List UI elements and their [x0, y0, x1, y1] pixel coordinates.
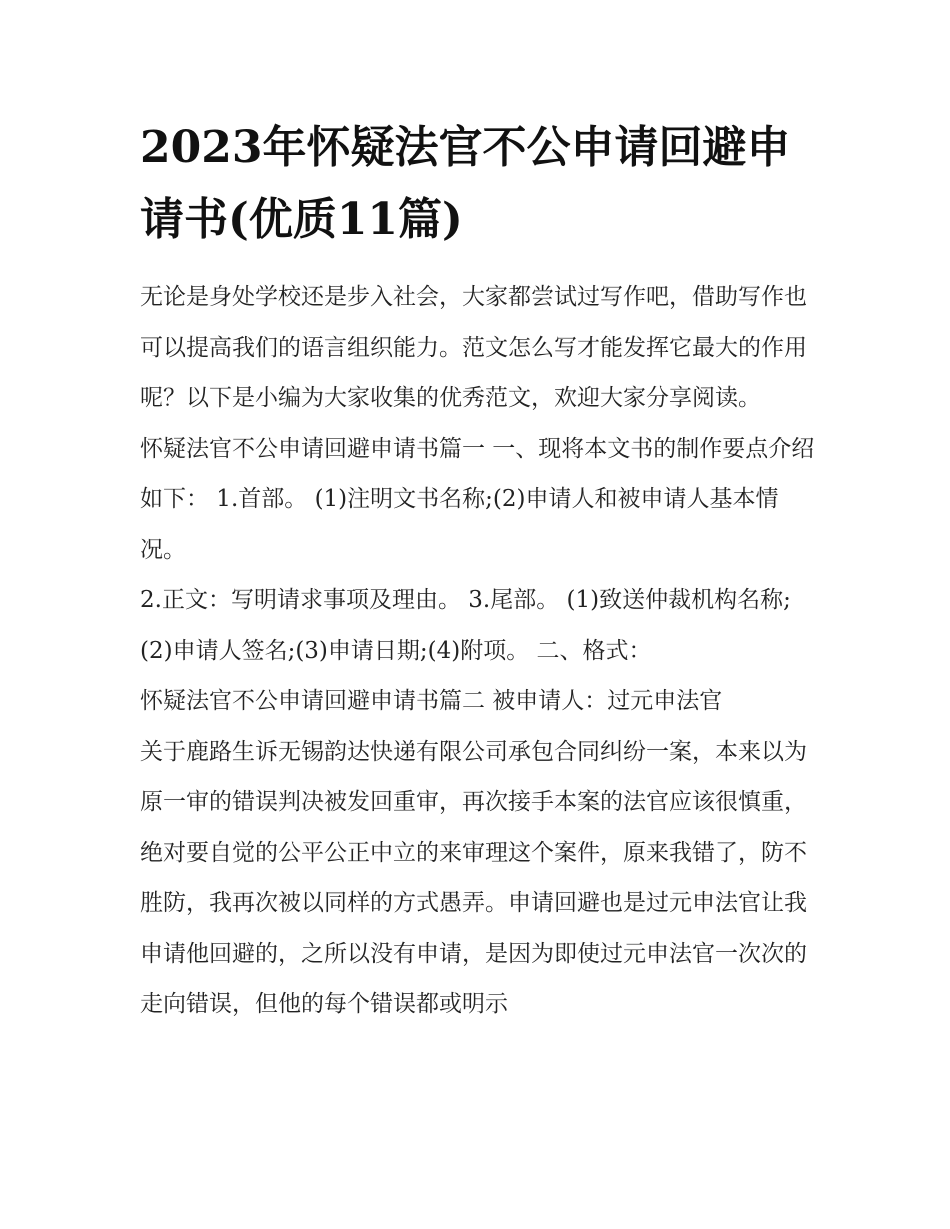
body-and-tail-paragraph: 2.正文：写明请求事项及理由。 3.尾部。 (1)致送仲裁机构名称;(2)申请人签名;(3)申请日期;(4)附项。 二、格式：	[140, 587, 791, 664]
case-description-paragraph: 关于鹿路生诉无锡韵达快递有限公司承包合同纠纷一案，本来以为原一审的错误判决被发回重审，再次接手本案的法官应该很慎重，绝对要自觉的公平公正中立的来审理这个案件，原来我错了，防不胜防，我再次被以同样的方式愚弄。申请回避也是过元申法官让我申请他回避的，之所以没有申请，是因为即使过元申法官一次次的走向错误，但他的每个错误都或明示	[140, 738, 807, 1017]
document-title: 2023年怀疑法官不公申请回避申请书(优质11篇)	[140, 122, 791, 245]
intro-paragraph: 无论是身处学校还是步入社会，大家都尝试过写作吧，借助写作也可以提高我们的语言组织能力。范文怎么写才能发挥它最大的作用呢？以下是小编为大家收集的优秀范文，欢迎大家分享阅读。	[140, 284, 807, 411]
section-two-heading-paragraph: 怀疑法官不公申请回避申请书篇二 被申请人：过元申法官	[140, 688, 723, 714]
section-one-paragraph: 怀疑法官不公申请回避申请书篇一 一、现将本文书的制作要点介绍如下： 1.首部。 (1)注明文书名称;(2)申请人和被申请人基本情况。	[140, 435, 815, 563]
document-body	[140, 112, 816, 1030]
